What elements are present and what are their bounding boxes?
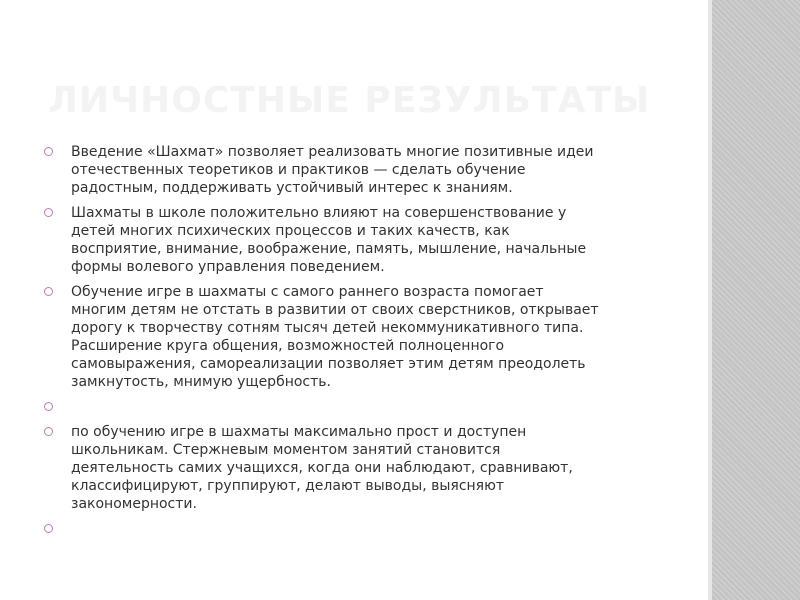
list-item (44, 520, 684, 538)
bullet-circle-icon (44, 147, 53, 156)
bullet-text: по обучению игре в шахматы максимально прост и доступен школьникам. Стержневым моментом занятий становится деятельность самих учащихся, когда они наблюдают, сравнивают, классифицируют, группируют, делают выводы, выясняют закономерности. (71, 424, 573, 512)
bullet-list (44, 143, 684, 545)
list-item (44, 143, 684, 197)
bullet-text: Введение «Шахмат» позволяет реализовать многие позитивные идеи отечественных теоретиков и практиков — сделать обучение радостным, поддерживать устойчивый интерес к знаниям. (71, 144, 594, 196)
slide-title: ЛИЧНОСТНЫЕ РЕЗУЛЬТАТЫ (48, 80, 651, 121)
decorative-side-band (712, 0, 800, 600)
bullet-circle-icon (44, 402, 53, 411)
list-item (44, 204, 684, 276)
bullet-circle-icon (44, 287, 53, 296)
bullet-circle-icon (44, 524, 53, 533)
bullet-text: Обучение игре в шахматы с самого раннего возраста помогает многим детям не отстать в развитии от своих сверстников, открывает дорогу к творчеству сотням тысяч детей некоммуникативного типа. Расширение круга общения, возможностей полноценного самовыражения, самореализации позволяет этим детям преодолеть замкнутость, мнимую ущербность. (71, 284, 599, 390)
bullet-text: Шахматы в школе положительно влияют на совершенствование у детей многих психических процессов и таких качеств, как восприятие, внимание, воображение, память, мышление, начальные формы волевого управления поведением. (71, 205, 587, 275)
bullet-circle-icon (44, 208, 53, 217)
list-item (44, 283, 684, 391)
bullet-circle-icon (44, 427, 53, 436)
list-item (44, 423, 684, 513)
list-item (44, 398, 684, 416)
